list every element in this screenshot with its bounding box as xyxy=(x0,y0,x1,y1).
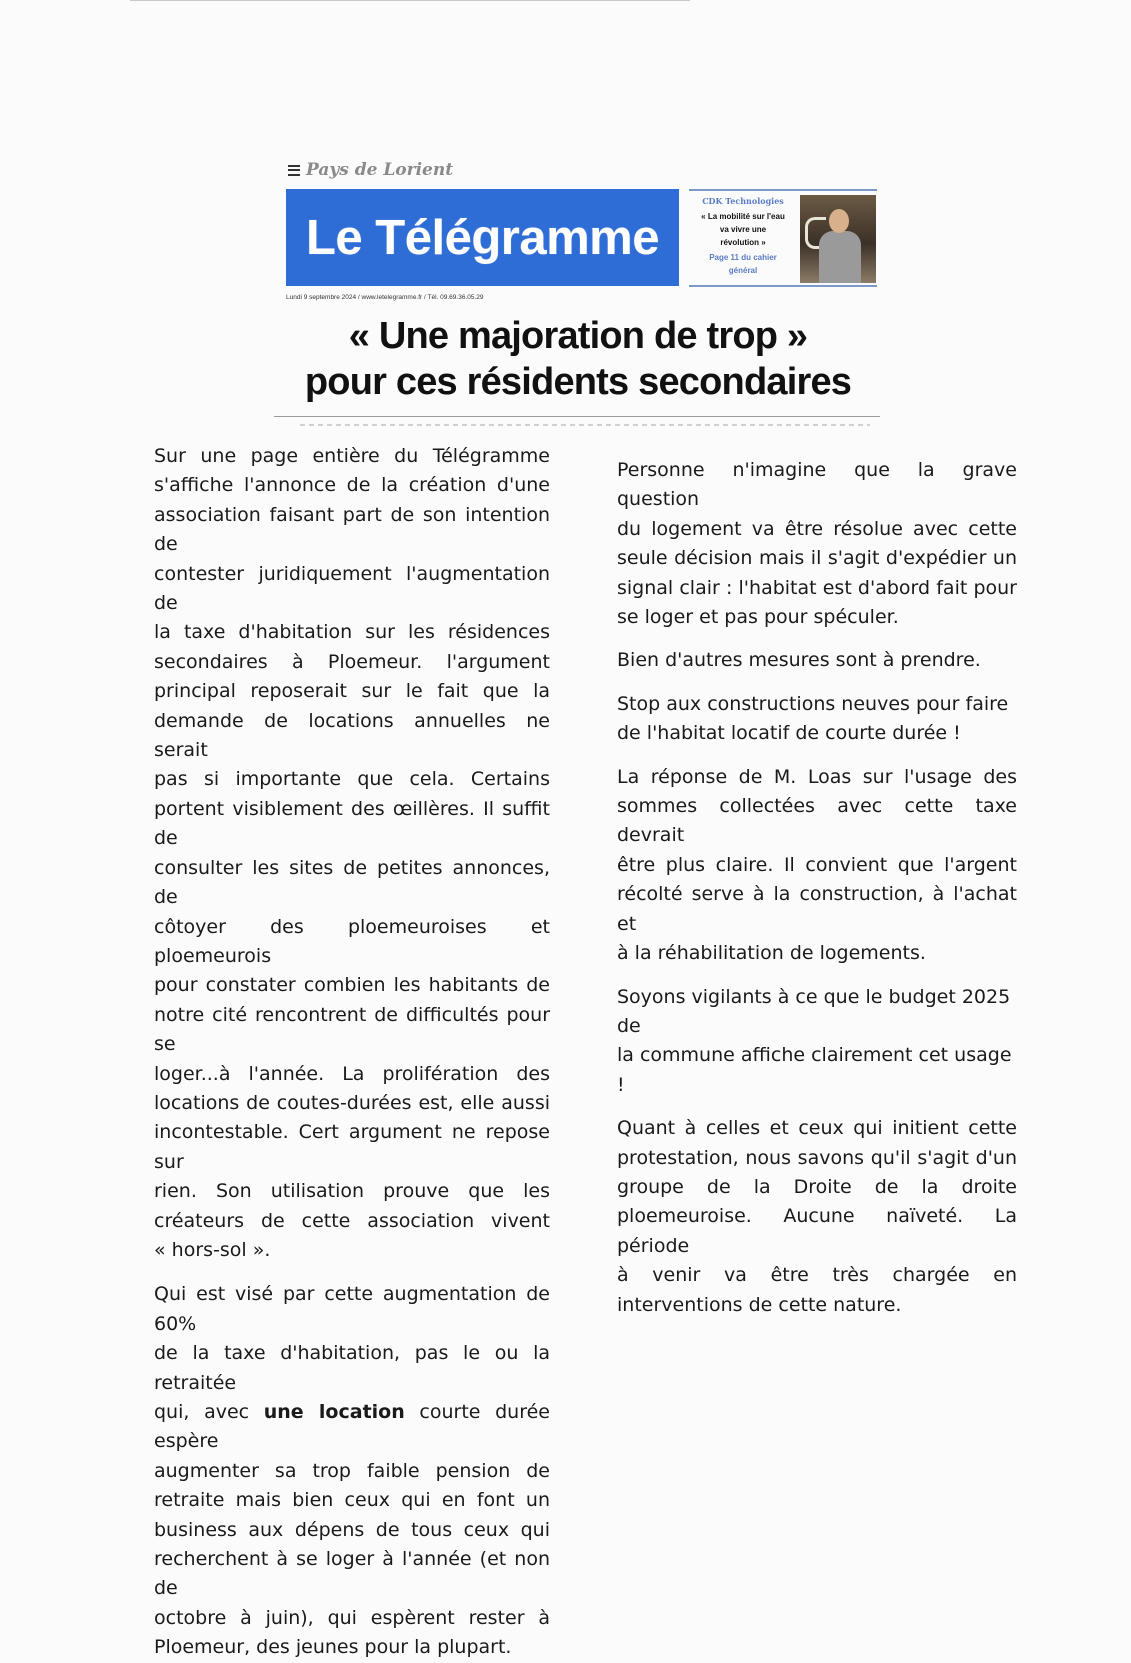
teaser-box xyxy=(689,189,877,287)
text-line: être plus claire. Il convient que l'argent xyxy=(617,853,1017,876)
paragraph xyxy=(154,1280,550,1662)
paragraph xyxy=(617,983,1017,1101)
text-line: retraite mais bien ceux qui en font un xyxy=(154,1489,550,1512)
text-line: interventions de cette nature. xyxy=(617,1293,902,1316)
text-line: demande de locations annuelles ne serait xyxy=(154,709,550,762)
text-line: « hors-sol ». xyxy=(154,1238,271,1261)
photo-person-head xyxy=(829,209,849,233)
text-line: signal clair : l'habitat est d'abord fait pour xyxy=(617,576,1017,599)
text-line: la commune affiche clairement cet usage ! xyxy=(617,1044,1012,1096)
dateline: Lundi 9 septembre 2024 / www.letelegramme.fr / Tél. 09.69.36.05.29 xyxy=(286,294,484,301)
text-line xyxy=(154,1398,550,1457)
text-line: secondaires à Ploemeur. l'argument xyxy=(154,650,550,673)
text-line: de l'habitat locatif de courte durée ! xyxy=(617,722,961,745)
text-line: de la taxe d'habitation, pas le ou la retraitée xyxy=(154,1342,550,1394)
teaser-quote-line: « La mobilité sur l'eau xyxy=(701,212,785,221)
photo-person-body xyxy=(819,231,861,283)
bold-text: une location xyxy=(263,1401,405,1423)
teaser-quote-line: révolution » xyxy=(720,238,766,247)
paragraph xyxy=(617,763,1017,969)
text-line: portent visiblement des œillères. Il suffit de xyxy=(154,797,550,850)
paragraph xyxy=(154,442,550,1265)
text-line: groupe de la Droite de la droite xyxy=(617,1175,1017,1198)
section-header xyxy=(288,160,453,180)
text-line: augmenter sa trop faible pension de xyxy=(154,1459,550,1482)
text-line: créateurs de cette association vivent xyxy=(154,1209,550,1232)
teaser-text xyxy=(689,195,797,277)
text-line: rien. Son utilisation prouve que les xyxy=(154,1180,550,1203)
text-line: Personne n'imagine que la grave question xyxy=(617,459,1017,511)
text-line: se loger et pas pour spéculer. xyxy=(617,606,899,629)
text-line: à venir va être très chargée en xyxy=(617,1264,1017,1287)
paragraph xyxy=(617,646,1017,675)
text-line: business aux dépens de tous ceux qui xyxy=(154,1518,550,1541)
text-line: pour constater combien les habitants de xyxy=(154,974,550,997)
masthead xyxy=(286,189,679,286)
teaser-source: CDK Technologies xyxy=(702,196,784,206)
text-line: principal reposerait sur le fait que la xyxy=(154,680,550,703)
text-line: Soyons vigilants à ce que le budget 2025 de xyxy=(617,985,1011,1037)
top-rule xyxy=(130,0,690,1)
teaser-page-line: Page 11 du cahier xyxy=(709,253,777,262)
masthead-title: Le Télégramme xyxy=(306,210,659,265)
text-line: contester juridiquement l'augmentation de xyxy=(154,562,550,615)
text-line: notre cité rencontrent de difficultés pour se xyxy=(154,1003,550,1056)
text-line: locations de coutes-durées est, elle aussi xyxy=(154,1091,550,1114)
text-line: récolté serve à la construction, à l'achat et xyxy=(617,883,1017,935)
text-line: recherchent à se loger à l'année (et non de xyxy=(154,1548,550,1600)
teaser-quote-line: va vivre une xyxy=(719,225,767,234)
headline-line: « Une majoration de trop » xyxy=(348,315,808,357)
paragraph xyxy=(617,456,1017,632)
paragraph-gap xyxy=(154,1265,550,1280)
text-line: s'affiche l'annonce de la création d'une xyxy=(154,474,550,497)
text-line: Stop aux constructions neuves pour faire xyxy=(617,692,1009,715)
paragraph xyxy=(617,1114,1017,1320)
text-line: côtoyer des ploemeuroises et ploemeurois xyxy=(154,915,550,967)
text-line: Ploemeur, des jeunes pour la plupart. xyxy=(154,1636,512,1659)
text-line: à la réhabilitation de logements. xyxy=(617,942,926,965)
teaser-page-ref xyxy=(689,251,797,277)
text-line: Qui est visé par cette augmentation de 60% xyxy=(154,1283,550,1335)
text-line: seule décision mais il s'agit d'expédier un xyxy=(617,547,1017,570)
text-line: Sur une page entière du Télégramme xyxy=(154,445,550,467)
text-run: courte durée espère xyxy=(154,1401,550,1453)
section-name: Pays de Lorient xyxy=(306,160,454,180)
text-line: loger...à l'année. La prolifération des xyxy=(154,1062,550,1085)
paragraph xyxy=(617,690,1017,749)
text-line: sommes collectées avec cette taxe devrait xyxy=(617,795,1017,847)
text-line: la taxe d'habitation sur les résidences xyxy=(154,621,550,644)
text-line: ploemeuroise. Aucune naïveté. La période xyxy=(617,1205,1017,1257)
headline-rule xyxy=(274,416,880,417)
text-line: incontestable. Cert argument ne repose sur xyxy=(154,1121,550,1173)
headline xyxy=(276,313,880,405)
text-line: Quant à celles et ceux qui initient cette xyxy=(617,1117,1017,1140)
text-line: La réponse de M. Loas sur l'usage des xyxy=(617,765,1017,788)
text-run: qui, avec xyxy=(154,1401,264,1423)
left-column xyxy=(154,442,550,1663)
menu-icon xyxy=(288,165,300,176)
text-line: association faisant part de son intention de xyxy=(154,503,550,556)
teaser-page-line: général xyxy=(728,266,758,275)
text-line: consulter les sites de petites annonces, de xyxy=(154,856,550,909)
teaser-photo xyxy=(800,195,876,283)
text-line: protestation, nous savons qu'il s'agit d'un xyxy=(617,1146,1017,1169)
text-line: pas si importante que cela. Certains xyxy=(154,768,550,791)
headline-line: pour ces résidents secondaires xyxy=(304,361,852,403)
faint-subtitle-line xyxy=(300,424,870,426)
teaser-quote xyxy=(689,210,797,249)
text-line: du logement va être résolue avec cette xyxy=(617,517,1017,540)
text-line: Bien d'autres mesures sont à prendre. xyxy=(617,649,981,672)
text-line: octobre à juin), qui espèrent rester à xyxy=(154,1606,550,1629)
right-column xyxy=(617,456,1017,1320)
